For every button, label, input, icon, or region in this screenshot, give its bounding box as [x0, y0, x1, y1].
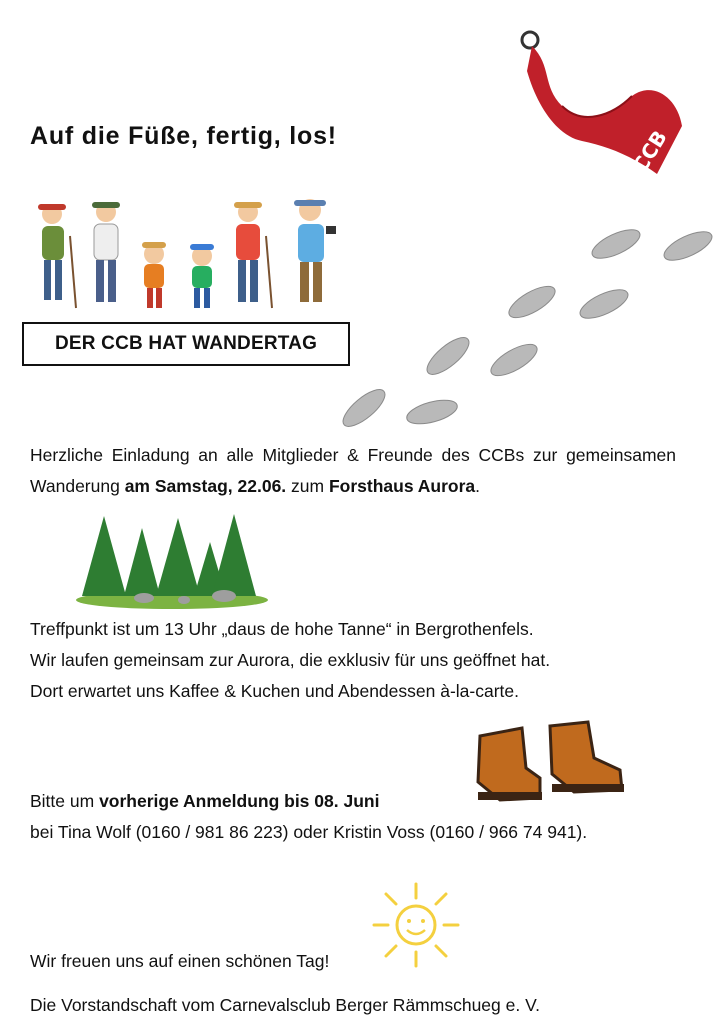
- trees-illustration: [74, 512, 270, 610]
- logo-text: CCB: [627, 126, 672, 176]
- registration-line-2: bei Tina Wolf (0160 / 981 86 223) oder Kristin Voss (0160 / 966 74 941).: [30, 822, 588, 842]
- invite-location: Forsthaus Aurora: [328, 476, 476, 496]
- invite-text-3: .: [475, 476, 481, 496]
- closing-text: Wir freuen uns auf einen schönen Tag!: [30, 951, 330, 971]
- registration-pre: Bitte um: [30, 791, 100, 811]
- registration-deadline: vorherige Anmeldung bis 08. Juni: [99, 791, 380, 811]
- sun-illustration: [368, 880, 464, 970]
- details-line-2: Wir laufen gemeinsam zur Aurora, die exklusiv für uns geöffnet hat.: [30, 650, 551, 670]
- page-title: Auf die Füße, fertig, los!: [30, 122, 337, 150]
- invite-text-2: zum: [286, 476, 329, 496]
- hikers-illustration: [26, 196, 346, 318]
- registration-paragraph: [30, 786, 710, 848]
- signature-text: Die Vorstandschaft vom Carnevalsclub Berger Rämmschueg e. V.: [30, 995, 541, 1015]
- banner-box: DER CCB HAT WANDERTAG: [22, 322, 350, 366]
- details-line-1: Treffpunkt ist um 13 Uhr „daus de hohe Tanne“ in Bergrothenfels.: [30, 619, 534, 639]
- invite-paragraph: [30, 440, 676, 502]
- ccb-logo: [512, 26, 692, 176]
- footprints-illustration: [336, 222, 716, 432]
- details-line-3: Dort erwartet uns Kaffee & Kuchen und Abendessen à-la-carte.: [30, 681, 520, 701]
- details-paragraph: [30, 614, 690, 707]
- invite-text: Herzliche Einladung an alle Mitglieder & Freunde des CCBs zur gemeinsamen Wanderung: [30, 445, 676, 496]
- registration-line-1: [30, 786, 710, 817]
- invite-date: am Samstag, 22.06.: [124, 476, 287, 496]
